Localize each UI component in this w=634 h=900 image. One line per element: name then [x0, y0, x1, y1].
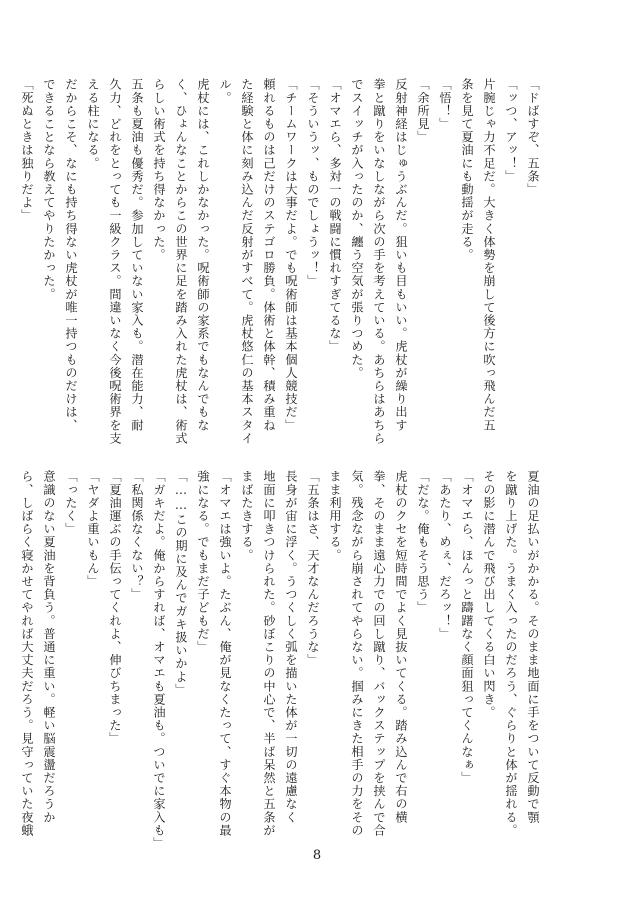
text-line: ル。 — [218, 78, 232, 105]
text-line: だからこそ、なにも持ち得ない虎杖が唯一持つものだけは、 — [64, 78, 78, 432]
text-line: 長身が宙に浮く。うつくしく弧を描いた体が一切の遠慮なく — [284, 470, 298, 824]
text-line: 「夏油運ぶの手伝ってくれよ、伸びちまった」 — [108, 470, 122, 746]
text-line: 拳、そのまま遠心力での回し蹴り、バックステップを挟んで合 — [372, 470, 386, 837]
text-line: 「だな。俺もそう思う」 — [416, 470, 430, 615]
text-line: 「オマエら、多対一の戦闘に慣れすぎてるな」 — [328, 78, 342, 354]
text-line: ら、しばらく寝かせてやれば大丈夫だろう。見守っていた夜蛾 — [20, 470, 34, 837]
text-line: でスイッチが入ったのか、纏う空気が張りつめた。 — [350, 78, 364, 380]
text-line: 片腕じゃ力不足だ。大きく体勢を崩して後方に吹っ飛んだ五 — [482, 78, 496, 432]
text-line: 「……この期に及んでガキ扱いかよ」 — [174, 470, 188, 697]
text-line: える柱になる。 — [86, 78, 100, 170]
text-line: 頼れるものは己だけのステゴロ勝負。体術と体幹、積み重ね — [262, 78, 276, 432]
text-line: 拳と蹴りをいなしながら次の手を考えている。あちらはあちら — [372, 78, 386, 445]
text-line: 「ッつ、アッ！」 — [504, 78, 518, 183]
text-line: 「ヤダよ重いもん」 — [86, 470, 100, 588]
page-number: 8 — [312, 848, 322, 863]
text-line: 虎杖には、これしかなかった。呪術師の家系でもなんでもな — [196, 78, 210, 432]
text-line: 「ったく」 — [64, 470, 78, 536]
text-line: 「ドばすぞ、五条」 — [526, 78, 540, 196]
text-line: 「オマエら、ほんっと躊躇なく顔面狙ってくんなぁ」 — [460, 470, 474, 785]
text-line: その影に潜んで飛び出してくる白い閃き。 — [482, 470, 496, 719]
text-line: 「五条はさ、天才なんだろうな」 — [306, 470, 320, 667]
text-line: 夏油の足払いがかかる。そのまま地面に手をついて反動で顎 — [526, 470, 540, 824]
text-line: た経験と体に刻み込んだ反射がすべて。虎杖悠仁の基本スタイ — [240, 78, 254, 445]
text-line: 「死ぬときは独りだよ」 — [20, 78, 34, 223]
text-line: 反射神経はじゅうぶんだ。狙いも目もいい。虎杖が繰り出す — [394, 78, 408, 432]
text-line: らしい術式を持ち得なかった。 — [152, 78, 166, 262]
text-line: 地面に叩きつけられた。砂ぼこりの中心で、半ば呆然と五条が — [262, 470, 276, 837]
text-line: 「ガキだよ。俺からすれば、オマエも夏油も。ついでに家入も」 — [152, 470, 166, 850]
text-line: 「余所見」 — [416, 78, 430, 144]
text-line: 虎杖のクセを短時間でよく見抜いてくる。踏み込んで右の横 — [394, 470, 408, 824]
text-line: 気。残念ながら崩されてやらない。掴みにきた相手の力をその — [350, 470, 364, 837]
text-line: 強になる。でもまだ子どもだ」 — [196, 470, 210, 654]
text-line: まばたきする。 — [240, 470, 254, 562]
text-line: まま利用する。 — [328, 470, 342, 562]
text-line: 五条も夏油も優秀だ。参加していない家入も。潜在能力、耐 — [130, 78, 144, 432]
text-line: 「悟！」 — [438, 78, 452, 131]
lower-text-block — [16, 470, 544, 850]
text-line: 「あたり、めぇ、だろッ！」 — [438, 470, 452, 641]
text-line: 条を見て夏油にも動揺が走る。 — [460, 78, 474, 262]
text-line: 「チームワークは大事だよ。でも呪術師は基本個人競技だ」 — [284, 78, 298, 432]
text-line: 「そういうッ、ものでしょうッ！」 — [306, 78, 320, 288]
text-line: を蹴り上げた。うまく入ったのだろう、ぐらりと体が揺れる。 — [504, 470, 518, 837]
text-line: 「オマエは強いよ。たぶん、俺が見なくたって、すぐ本物の最 — [218, 470, 232, 837]
text-line: 意識のない夏油を背負う。普通に重い。軽い脳震盪だろうか — [42, 470, 56, 824]
text-line: く、ひょんなことからこの世界に足を踏み入れた虎杖は、術式 — [174, 78, 188, 445]
text-line: できることなら教えてやりたかった。 — [42, 78, 56, 301]
upper-text-block — [16, 78, 544, 445]
text-line: 久力、どれをとっても一級クラス。間違いなく今後呪術界を支 — [108, 78, 122, 445]
text-line: 「私関係なくない？」 — [130, 470, 144, 601]
